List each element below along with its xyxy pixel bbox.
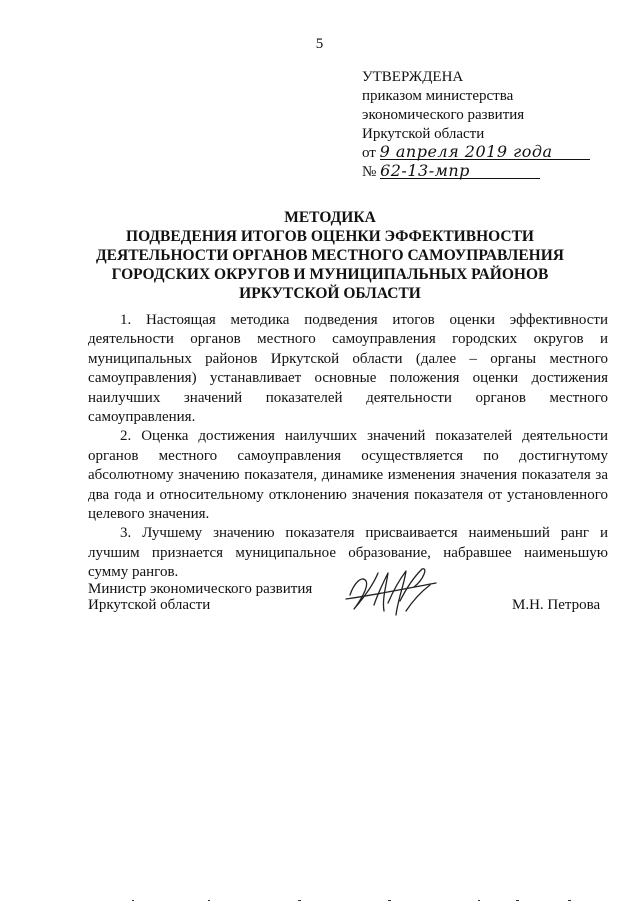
paragraph-2: 2. Оценка достижения наилучших значений показателей деятельности органов местного самоуправления осуществляется по достигнутому абсолютному значению показателя, динамике изменения значения показателя за два года и относительному отклонению значения показателя от установленного целевого значения. [88,428,608,523]
title-line-1: МЕТОДИКА [284,209,376,226]
paragraph-1: 1. Настоящая методика подведения итогов оценки эффективности деятельности органов местного самоуправления городских округов и муниципальных районов Иркутской области (далее – органы местного самоуправления) устанавливает основные положения оценки достижения наилучших значений показателей деятельности органов местного самоуправления. [88,312,608,426]
document-title [60,208,600,303]
approval-stamp [362,68,622,182]
bottom-scan-marks [0,896,639,905]
title-line-2: ПОДВЕДЕНИЯ ИТОГОВ ОЦЕНКИ ЭФФЕКТИВНОСТИ [126,228,534,245]
title-line-3: ДЕЯТЕЛЬНОСТИ ОРГАНОВ МЕСТНОГО САМОУПРАВЛЕНИЯ [96,247,564,264]
signer-position [88,582,312,613]
approval-heading: УТВЕРЖДЕНА [362,69,464,85]
signer-position-line-2: Иркутской области [88,596,211,613]
signer-name: М.Н. Петрова [512,597,601,613]
handwritten-date: 9 апреля 2019 года [380,145,590,160]
title-line-5: ИРКУТСКОЙ ОБЛАСТИ [239,285,421,302]
paragraph-3: 3. Лучшему значению показателя присваивается наименьший ранг и лучшим признается муниципальное образование, набравшее наименьшую сумму рангов. [88,525,608,581]
handwritten-number: 62-13-мпр [380,164,540,179]
date-prefix: от [362,145,376,161]
approval-line-2: экономического развития [362,107,525,123]
approval-line-1: приказом министерства [362,88,514,104]
handwritten-signature [344,565,439,621]
document-body [88,311,608,583]
number-prefix: № [362,164,377,180]
approval-line-3: Иркутской области [362,126,485,142]
title-line-4: ГОРОДСКИХ ОКРУГОВ И МУНИЦИПАЛЬНЫХ РАЙОНОВ [111,266,549,283]
page-number: 5 [315,36,324,52]
signer-position-line-1: Министр экономического развития [88,581,313,597]
approval-number-row [362,163,622,182]
